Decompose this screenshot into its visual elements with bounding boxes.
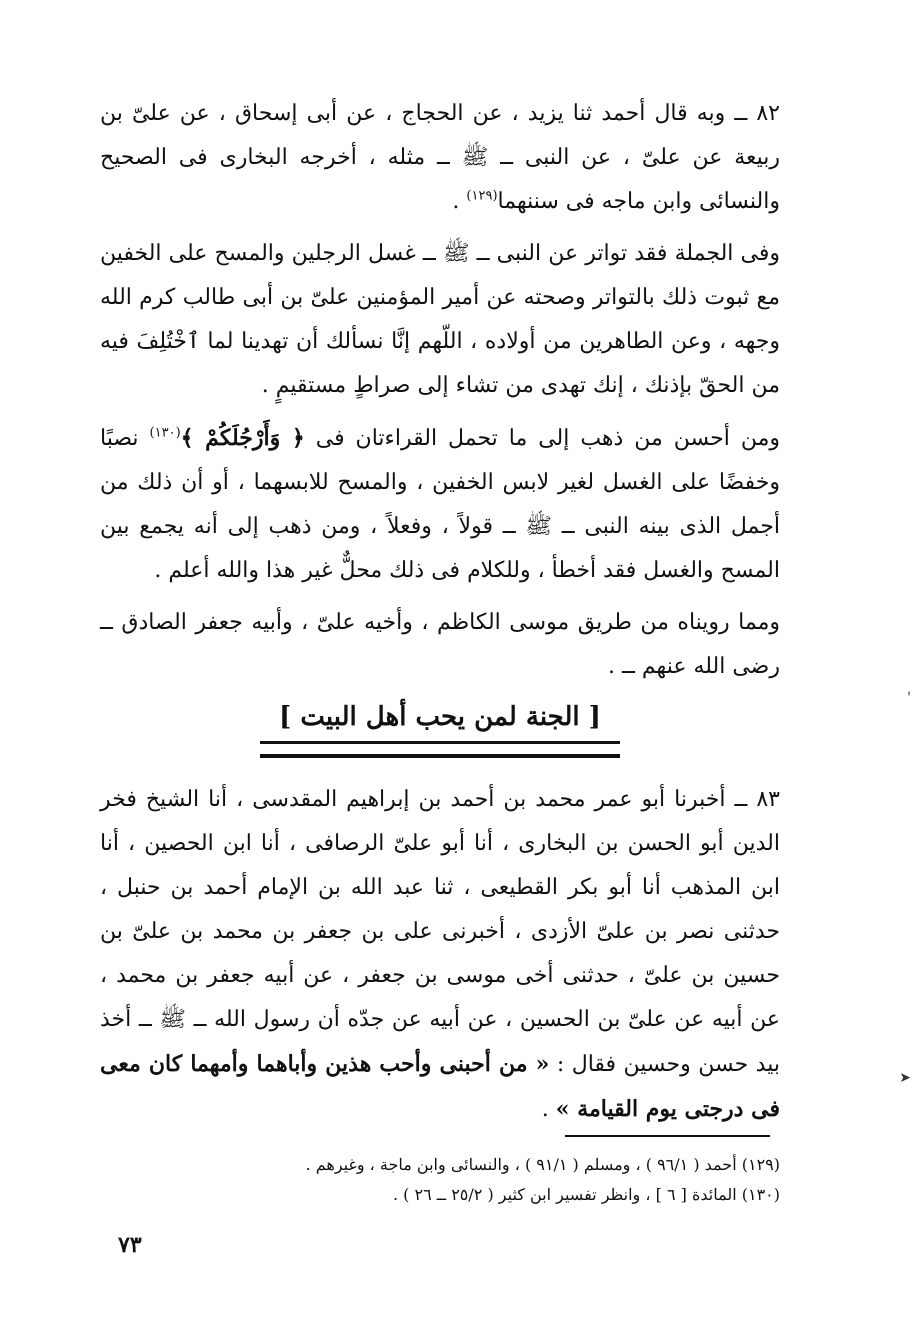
qiraat-paragraph: ومن أحسن من ذهب إلى ما تحمل القراءتان فى ﴿ وَأَرْجُلَكُمْ ﴾$^{(١٣٠)}$ نصبًا وخفضًا على الغسل لغير لابس الخفين ، والمسح للابسهما ، أو أن ذلك من أجمل الذى بينه النبى ــ ﷺ ــ قولاً ، وفعلاً ، ومن ذهب إلى أنه يجمع بين المسح والغسل فقد أخطأ ، وللكلام فى ذلك محلٌّ غير هذا والله أعلم . (100, 425, 781, 583)
kazim-paragraph: ومما رويناه من طريق موسى الكاظم ، وأخيه علىّ ، وأبيه جعفر الصادق ــ رضى الله عنهم ــ . (100, 610, 780, 679)
quran-phrase: ﴿ وَأَرْجُلَكُمْ ﴾ (180, 425, 305, 451)
footnote-130: (١٣٠) المائدة [ ٦ ] ، وانظر تفسير ابن كثير ( ٢٥/٢ ــ ٢٦ ) . (392, 1185, 780, 1204)
section-heading: [ الجنة لمن يحب أهل البيت ] (279, 702, 601, 732)
margin-arrow-mark: ➤ (899, 1070, 911, 1086)
footnote-ref-129: (١٢٩) (466, 188, 498, 204)
heading-double-rule (260, 741, 620, 758)
footnote-separator (565, 1135, 770, 1137)
page-body (100, 92, 780, 1140)
hadith-83-paragraph: ٨٣ ــ أخبرنا أبو عمر محمد بن أحمد بن إبراهيم المقدسى ، أنا الشيخ فخر الدين أبو الحسن بن البخارى ، أنا أبو علىّ الرصافى ، أنا ابن الحصين ، أنا ابن المذهب أنا أبو بكر القطيعى ، ثنا عبد الله بن الإمام أحمد بن حنبل ، حدثنى نصر بن علىّ الأزدى ، أخبرنى على بن جعفر بن محمد بن علىّ بن حسين بن علىّ ، حدثنى أخى موسى بن جعفر ، عن أبيه جعفر بن محمد ، عن أبيه عن علىّ بن الحسين ، عن أبيه عن جدّه أن رسول الله ــ ﷺ ــ أخذ بيد حسن وحسين فقال : « من أحبنى وأحب هذين وأباهما وأمهما كان معى فى درجتى يوم القيامة » . (100, 787, 780, 1122)
footnotes (100, 1150, 780, 1210)
hadith-quote: « من أحبنى وأحب هذين وأباهما وأمهما كان معى فى درجتى يوم القيامة » (100, 1051, 780, 1122)
tawatur-paragraph: وفى الجملة فقد تواتر عن النبى ــ ﷺ ــ غسل الرجلين والمسح على الخفين مع ثبوت ذلك بالتواتر وصحته عن أمير المؤمنين علىّ بن أبى طالب كرم الله وجهه ، وعن الطاهرين من أولاده ، اللّهم إنَّا نسألك أن تهدينا لما ٱخْتُلِفَ فيه من الحقّ بإذنك ، إنك تهدى من تشاء إلى صراطٍ مستقيمٍ . (100, 241, 780, 398)
hadith-82-paragraph: ٨٢ ــ وبه قال أحمد ثنا يزيد ، عن الحجاج ، عن أبى إسحاق ، عن علىّ بن ربيعة عن علىّ ، عن النبى ــ ﷺ ــ مثله ، أخرجه البخارى فى الصحيح والنسائى وابن ماجه فى سننهما$^{(١٢٩)}$ . (100, 101, 780, 214)
margin-tick-mark: ' (907, 690, 911, 706)
footnote-129: (١٢٩) أحمد ( ٩٦/١ ) ، ومسلم ( ٩١/١ ) ، والنسائى وابن ماجة ، وغيرهم . (305, 1155, 780, 1174)
footnote-ref-130: (١٣٠) (149, 425, 181, 441)
page-number: ٧٣ (118, 1232, 142, 1258)
